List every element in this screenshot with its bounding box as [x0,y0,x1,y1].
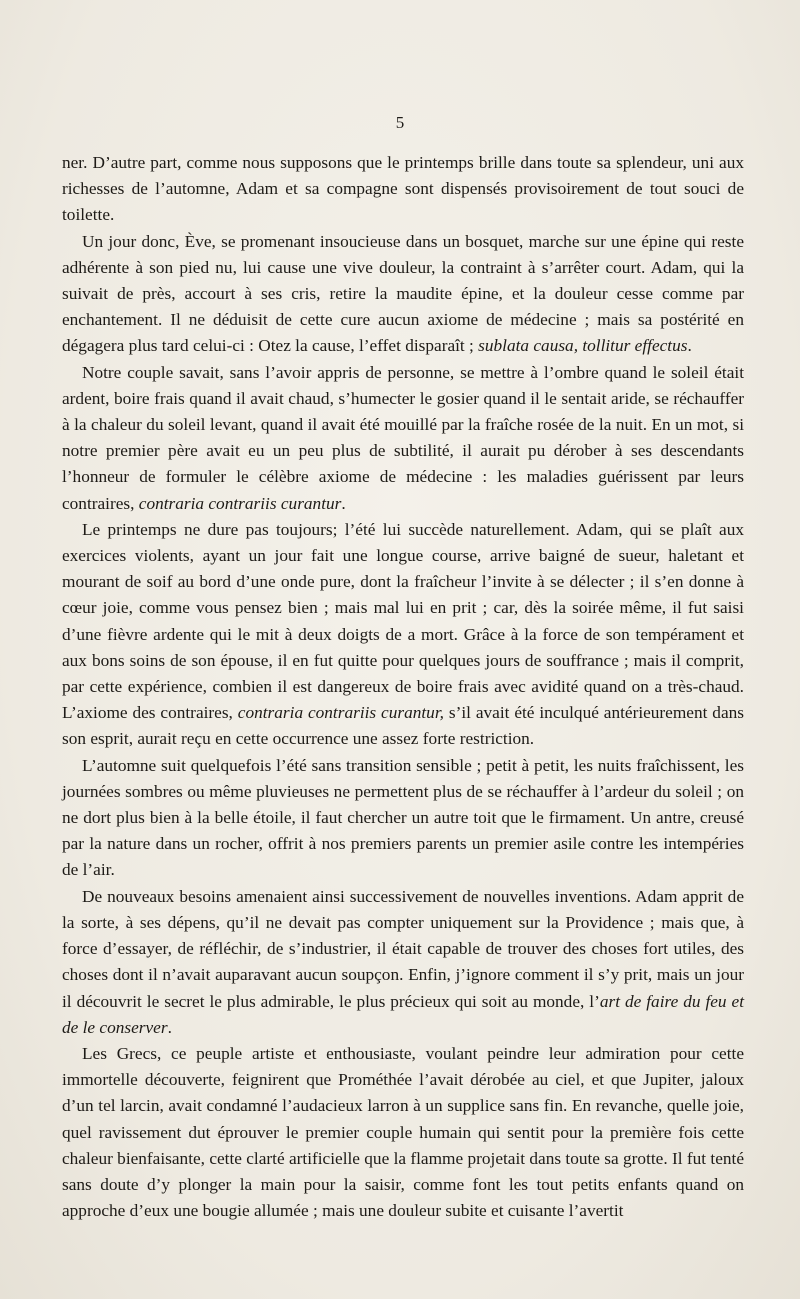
text-run: Le printemps ne dure pas toujours; l’été lui succède naturellement. Adam, qui se plaît aux exercices violents, ayant un jour fait une longue course, arrive baigné de sueur, haletant et mourant de soif au bord d’une onde pure, dont la fraîcheur l’invite à se délecter ; il s’en donne à cœur joie, comme vous pensez bien ; mais mal lui en prit ; car, dès la soirée même, il fut saisi d’une fièvre ardente qui le mit à deux doigts de a mort. Grâce à la force de son tempérament et aux bons soins de son épouse, il en fut quitte pour quelques jours de souffrance ; mais il comprit, par cette expérience, combien il est dangereux de boire frais avec avidité quand on a très-chaud. L’axiome des contraires, [62,519,744,723]
body-text [62,150,744,1224]
text-run: ner. D’autre part, comme nous supposons que le printemps brille dans toute sa splendeur, uni aux richesses de l’automne, Adam et sa compagne sont dispensés provisoirement de tout souci de toilette. [62,153,744,225]
paragraph [62,1041,744,1224]
text-run: s’il avait été inculqué antérieurement dans son esprit, aurait reçu en cette occurrence une assez forte restriction. [62,703,744,749]
text-run: . [341,493,346,513]
italic-phrase: contraria contrariis curantur [138,493,342,513]
text-run: L’automne suit quelquefois l’été sans transition sensible ; petit à petit, les nuits fraîchissent, les journées sombres ou même pluvieuses ne permettent plus de se réchauffer à l’ardeur du soleil ; on ne dort plus bien à la belle étoile, il faut chercher un autre toit que le firmament. Un antre, creusé par la nature dans un rocher, offrit à nos premiers parents un premier asile contre les intempéries de l’air. [62,755,744,880]
italic-phrase: contraria contrariis curantur, [237,703,444,723]
paragraph [62,229,744,360]
paragraph [62,517,744,753]
text-run: Un jour donc, Ève, se promenant insoucieuse dans un bosquet, marche sur une épine qui reste adhérente à son pied nu, lui cause une vive douleur, la contraint à s’arrêter court. Adam, qui la suivait de près, accourt à ses cris, retire la maudite épine, et la douleur cesse comme par enchantement. Il ne déduisit de cette cure aucun axiome de médecine ; mais sa postérité en dégagera plus tard celui-ci : Otez la cause, l’effet disparaît ; [62,231,744,356]
page-number: 5 [395,113,405,132]
text-run: Notre couple savait, sans l’avoir appris de personne, se mettre à l’ombre quand le soleil était ardent, boire frais quand il avait chaud, s’humecter le gosier quand il le sentait aride, se réchauffer à la chaleur du soleil levant, quand il avait été mouillé par la fraîche rosée de la nuit. En un mot, si notre premier père avait eu un peu plus de subtilité, il aurait pu dérober à ses descendants l’honneur de formuler le célèbre axiome de médecine : les maladies guérissent par leurs contraires, [62,362,744,513]
paragraph [62,753,744,884]
italic-phrase: sublata causa, tollitur effectus [478,336,688,356]
paragraph [62,150,744,229]
paragraph [62,360,744,517]
italic-phrase: art de faire du feu et de le conserver [62,991,744,1037]
paragraph [62,884,744,1041]
text-run: De nouveaux besoins amenaient ainsi successivement de nouvelles inventions. Adam apprit de la sorte, à ses dépens, qu’il ne devait pas compter uniquement sur la Providence ; mais que, à force d’essayer, de réfléchir, de s’industrier, il était capable de trouver des choses fort utiles, des choses dont il n’avait auparavant aucun soupçon. Enfin, j’ignore comment il s’y prit, mais un jour il découvrit le secret le plus admirable, le plus précieux qui soit au monde, l’ [62,886,744,1011]
text-run: Les Grecs, ce peuple artiste et enthousiaste, voulant peindre leur admiration pour cette immortelle découverte, feignirent que Prométhée l’avait dérobée au ciel, et que Jupiter, jaloux d’un tel larcin, avait condamné l’audacieux larron à un supplice sans fin. En revanche, quelle joie, quel ravissement dut éprouver le premier couple humain qui sentit pour la première fois cette chaleur bienfaisante, cette clarté artificielle que la flamme projetait dans toute sa grotte. Il fut tenté sans doute d’y plonger la main pour la saisir, comme font les tout petits enfants quand on approche d’eux une bougie allumée ; mais une douleur subite et cuisante l’avertit [62,1043,744,1221]
text-run: . [167,1017,172,1037]
text-run: . [687,336,692,356]
